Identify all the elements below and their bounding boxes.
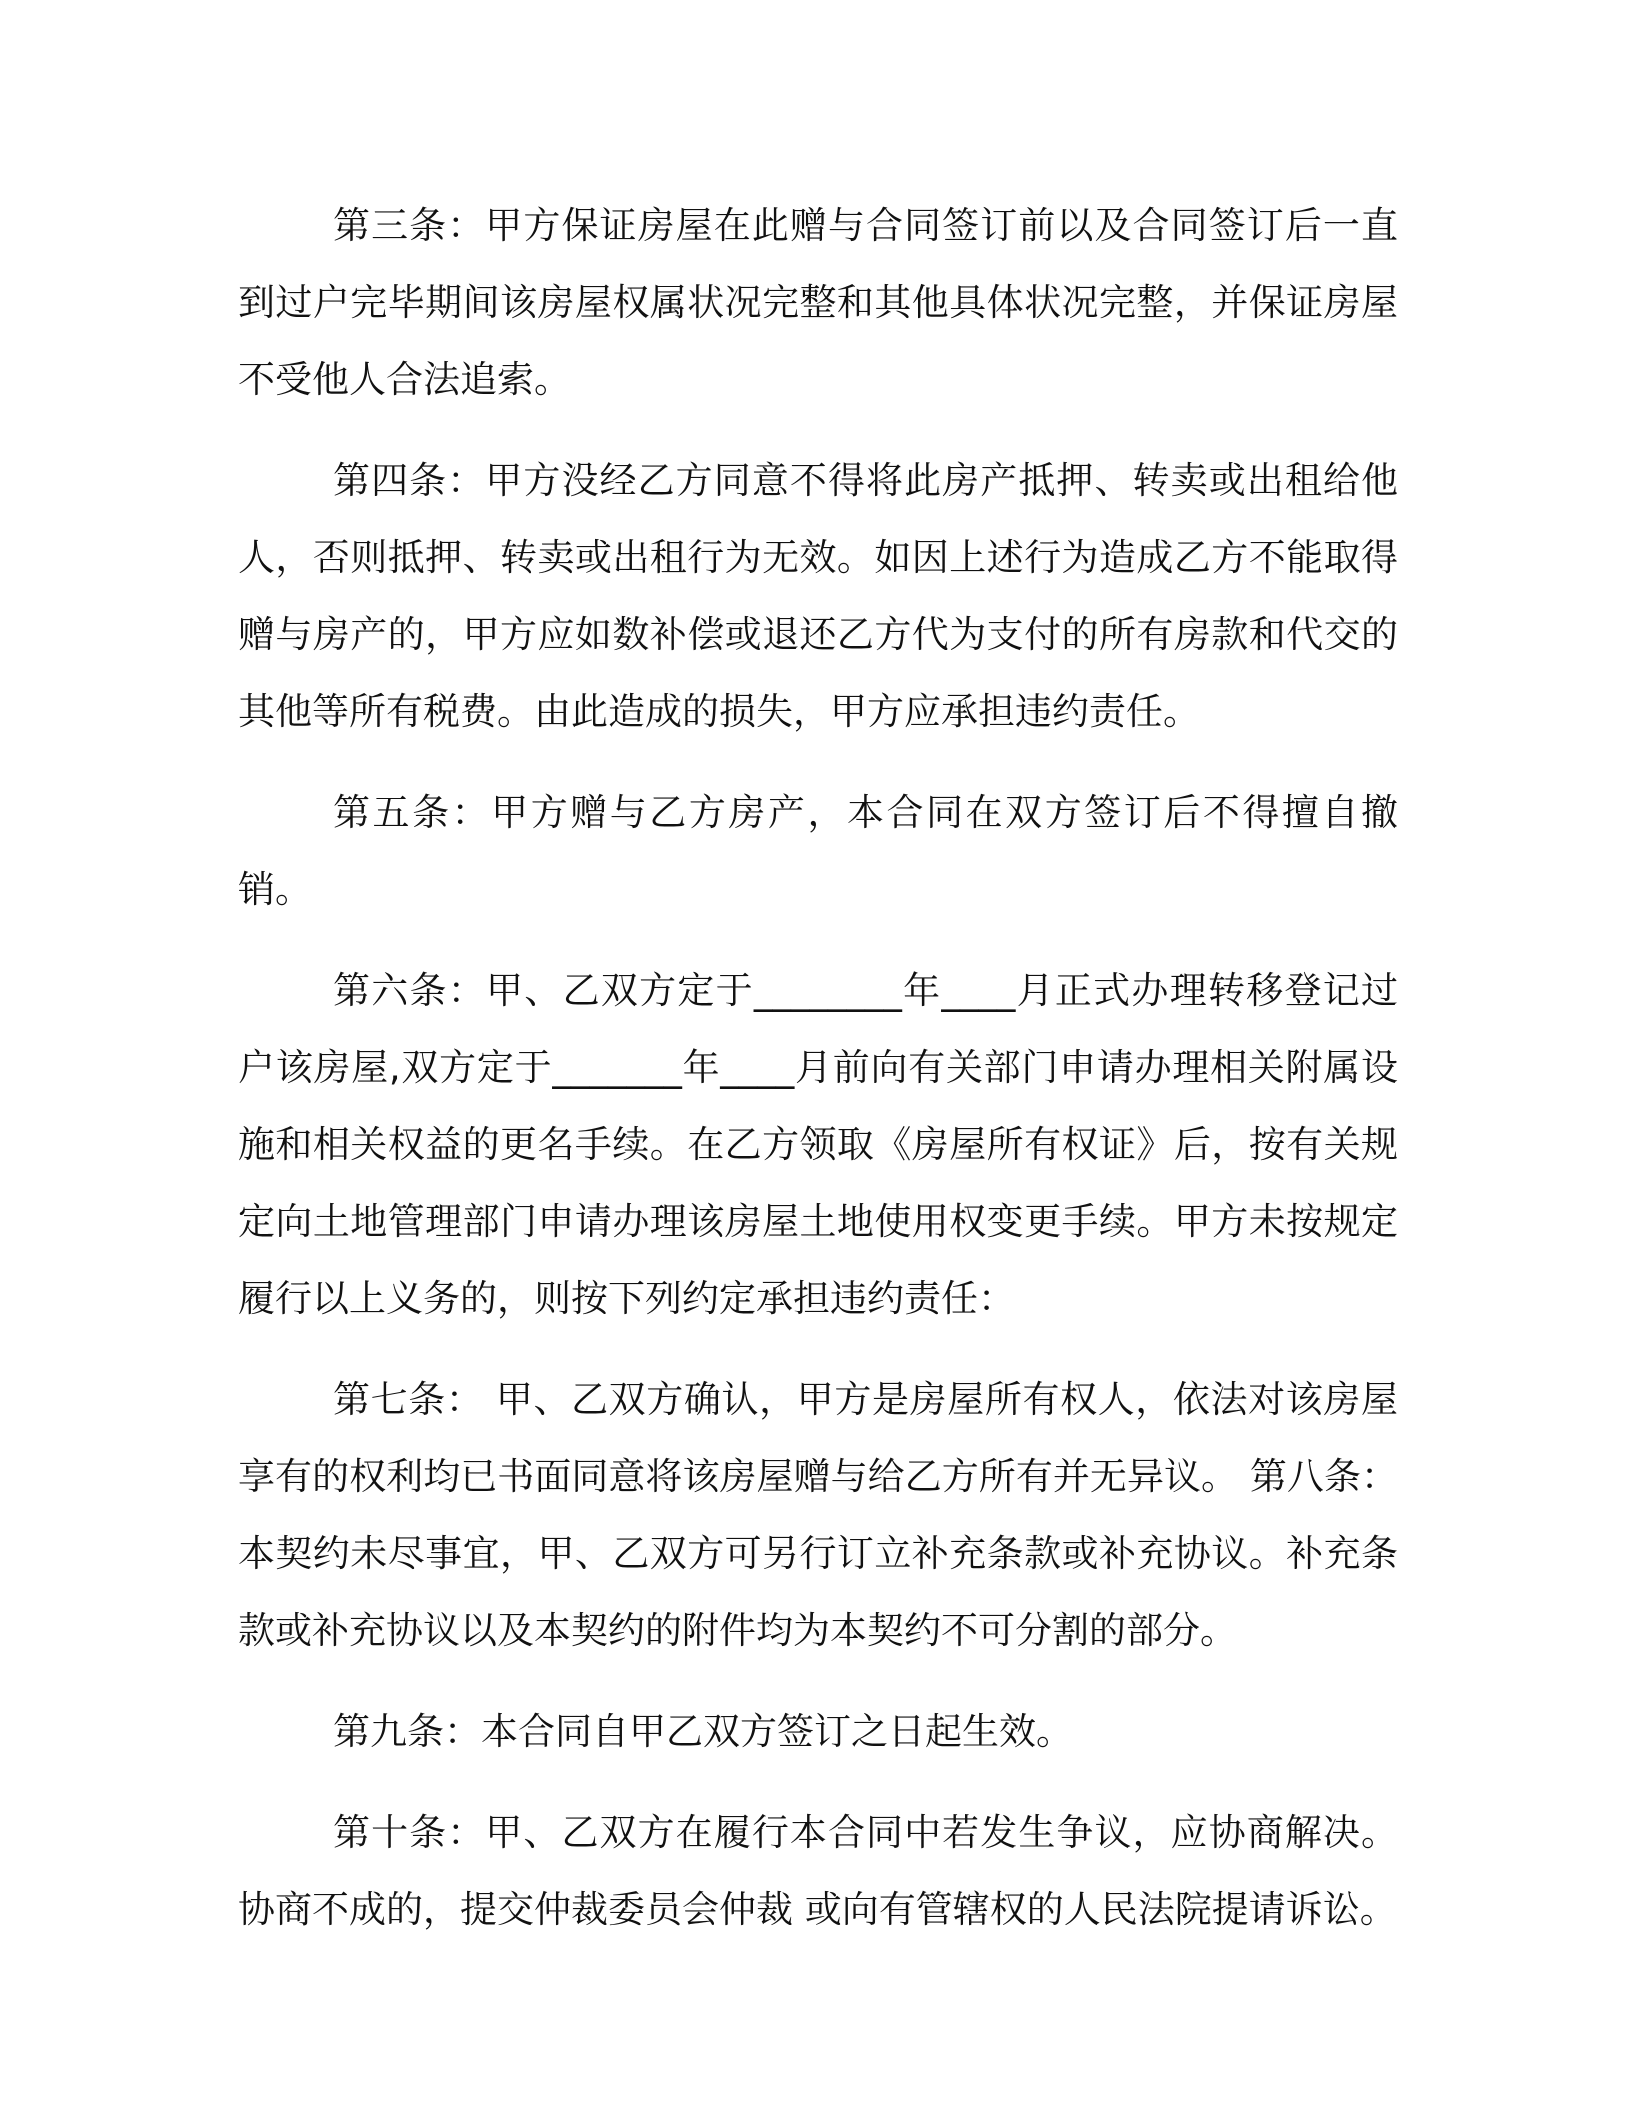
clause-3-paragraph: 第三条：甲方保证房屋在此赠与合同签订前以及合同签订后一直到过户完毕期间该房屋权属状况完整和其他具体状况完整，并保证房屋不受他人合法追索。 (238, 204, 1398, 401)
clause-9-paragraph: 第九条：本合同自甲乙双方签订之日起生效。 (333, 1710, 1073, 1753)
clause-5-paragraph: 第五条：甲方赠与乙方房产，本合同在双方签订后不得擅自撤销。 (238, 791, 1398, 911)
document-body (238, 187, 1398, 1948)
clause-6-paragraph: 第六条：甲、乙双方定于________年____月正式办理转移登记过户该房屋,双方定于_______年____月前向有关部门申请办理相关附属设施和相关权益的更名手续。在乙方领取《房屋所有权证》后，按有关规定向土地管理部门申请办理该房屋土地使用权变更手续。甲方未按规定履行以上义务的，则按下列约定承担违约责任： (238, 969, 1398, 1320)
clause-10-paragraph: 第十条：甲、乙双方在履行本合同中若发生争议，应协商解决。协商不成的，提交仲裁委员会仲裁 或向有管辖权的人民法院提请诉讼。 (238, 1811, 1398, 1931)
clause-4-paragraph: 第四条：甲方没经乙方同意不得将此房产抵押、转卖或出租给他人，否则抵押、转卖或出租行为无效。如因上述行为造成乙方不能取得赠与房产的，甲方应如数补偿或退还乙方代为支付的所有房款和代交的其他等所有税费。由此造成的损失，甲方应承担违约责任。 (238, 459, 1398, 733)
clause-7-8-paragraph: 第七条： 甲、乙双方确认，甲方是房屋所有权人，依法对该房屋享有的权利均已书面同意将该房屋赠与给乙方所有并无异议。 第八条：本契约未尽事宜，甲、乙双方可另行订立补充条款或补充协议。补充条款或补充协议以及本契约的附件均为本契约不可分割的部分。 (238, 1378, 1398, 1652)
